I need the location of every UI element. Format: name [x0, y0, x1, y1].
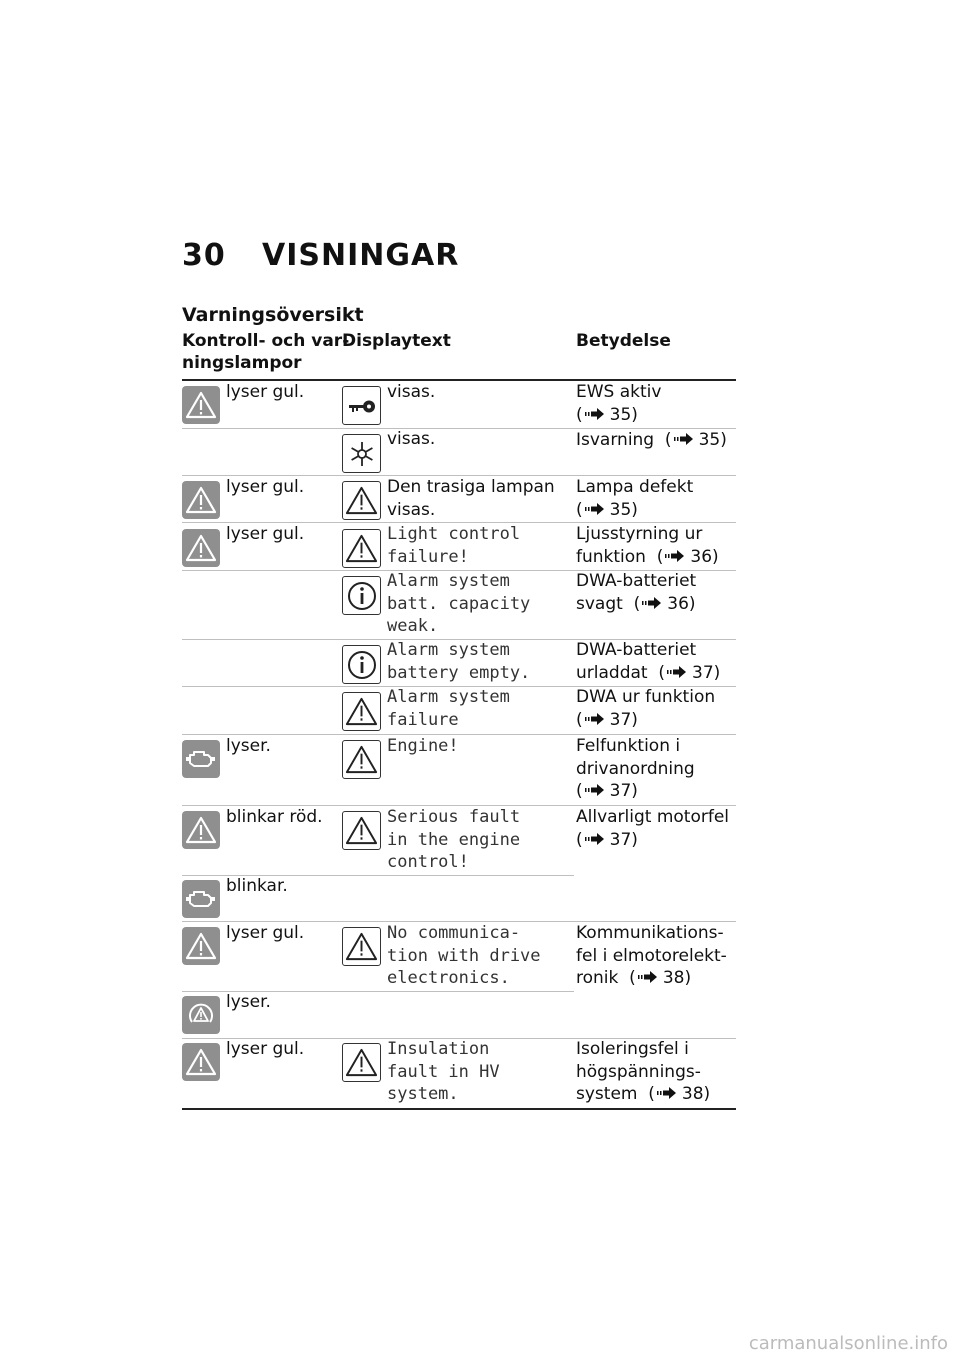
- meaning-paren: (: [576, 781, 583, 801]
- lamp-state: lyser gul.: [226, 524, 305, 544]
- page-ref[interactable]: 38): [681, 1084, 711, 1104]
- meaning-line: drivanordning: [576, 758, 695, 779]
- meaning-line: DWA ur funktion: [576, 687, 716, 707]
- meaning: Kommunikations- fel i elmotorelekt- ronik ( 38): [576, 923, 727, 988]
- page-ref-arrow-icon: [585, 502, 607, 516]
- lamp-state: lyser gul.: [226, 1039, 305, 1059]
- page-ref-arrow-icon: [638, 970, 660, 984]
- display-line: Light control: [387, 524, 521, 544]
- lamp-state: lyser gul.: [226, 477, 305, 497]
- meaning-line: fel i elmotorelekt-: [576, 945, 727, 966]
- meaning-paren: (: [664, 430, 672, 450]
- meaning-line: urladdat: [576, 662, 648, 683]
- table-bottom-rule: [182, 1108, 736, 1110]
- meaning: DWA-batteriet svagt ( 36): [576, 571, 697, 614]
- column-header-lamps-line1: Kontroll- och var-: [182, 331, 350, 351]
- key-icon: [342, 386, 381, 425]
- meaning: [576, 686, 715, 731]
- display-text: [387, 476, 555, 521]
- warning-triangle-icon: [342, 1043, 381, 1082]
- warning-triangle-icon: [182, 481, 220, 519]
- page-ref[interactable]: 37): [692, 662, 721, 683]
- meaning-line: Ljusstyrning ur: [576, 524, 703, 544]
- meaning-line: Felfunktion i: [576, 736, 681, 756]
- page-ref[interactable]: 37): [609, 709, 638, 730]
- meaning-line: DWA-batteriet: [576, 640, 697, 660]
- warning-triangle-icon: [182, 927, 220, 965]
- lamp-state: lyser gul.: [226, 382, 305, 402]
- meaning-paren: (: [576, 499, 583, 520]
- warning-triangle-icon: [342, 927, 381, 966]
- display-line: fault in HV: [387, 1061, 500, 1082]
- page-ref-arrow-icon: [642, 596, 664, 610]
- meaning-line: DWA-batteriet: [576, 571, 697, 591]
- chapter-title: VISNINGAR: [262, 238, 460, 273]
- info-icon: [342, 576, 381, 615]
- page-ref[interactable]: 36): [667, 593, 696, 614]
- meaning-line: Isvarning: [576, 430, 655, 450]
- warning-triangle-icon: [342, 481, 381, 520]
- page-ref[interactable]: 35): [609, 404, 638, 425]
- meaning-paren: (: [576, 829, 583, 850]
- meaning-line: ronik: [576, 968, 619, 988]
- meaning: [576, 735, 695, 803]
- display-text: [387, 922, 541, 990]
- meaning-line: EWS aktiv: [576, 382, 662, 402]
- lamp-state: lyser gul.: [226, 923, 305, 943]
- lamp-state: lyser.: [226, 992, 271, 1012]
- display-line: weak.: [387, 616, 439, 636]
- page-ref-arrow-icon: [585, 783, 607, 797]
- meaning: Ljusstyrning ur funktion ( 36): [576, 524, 719, 567]
- display-line: Serious fault: [387, 807, 521, 827]
- display-text: [387, 806, 520, 874]
- display-line: Insulation: [387, 1039, 490, 1059]
- warning-triangle-icon: [342, 740, 381, 779]
- meaning-line: högspännings-: [576, 1061, 701, 1082]
- meaning-line: Allvarligt motorfel: [576, 807, 730, 827]
- engine-icon: [182, 740, 220, 778]
- page-ref[interactable]: 37): [609, 829, 638, 850]
- display-text: Engine!: [387, 736, 459, 756]
- display-text: visas.: [387, 382, 436, 402]
- page-ref-arrow-icon: [585, 712, 607, 726]
- display-line: Alarm system: [387, 640, 510, 660]
- meaning: Isoleringsfel i högspännings- system ( 38): [576, 1039, 711, 1104]
- page-ref[interactable]: 38): [662, 968, 692, 988]
- meaning: [576, 806, 729, 851]
- page-ref[interactable]: 37): [609, 781, 638, 801]
- display-line: tion with drive: [387, 945, 541, 966]
- meaning-paren: (: [576, 709, 583, 730]
- page-ref-arrow-icon: [667, 665, 689, 679]
- meaning-line: Kommunikations-: [576, 923, 724, 943]
- display-line: Alarm system: [387, 687, 510, 707]
- display-text: [387, 686, 510, 731]
- meaning: DWA-batteriet urladdat ( 37): [576, 640, 721, 683]
- meaning-line: system: [576, 1084, 638, 1104]
- meaning-line: Lampa defekt: [576, 477, 694, 497]
- meaning: [576, 476, 693, 521]
- display-line: batt. capacity: [387, 593, 531, 614]
- page-ref[interactable]: 35): [698, 430, 727, 450]
- display-line: system.: [387, 1084, 459, 1104]
- lamp-state: blinkar.: [226, 876, 288, 896]
- footer-watermark: carmanualsonline.info: [748, 1333, 948, 1354]
- info-icon: [342, 645, 381, 684]
- display-line: visas.: [387, 499, 436, 520]
- display-line: failure!: [387, 546, 469, 567]
- meaning: [576, 429, 727, 452]
- page-ref[interactable]: 36): [690, 546, 719, 567]
- page-ref-arrow-icon: [657, 1086, 679, 1100]
- display-line: battery empty.: [387, 662, 531, 683]
- warning-triangle-icon: [342, 529, 381, 568]
- page-ref-arrow-icon: [585, 407, 607, 421]
- display-line: Den trasiga lampan: [387, 477, 555, 497]
- page-ref-arrow-icon: [674, 432, 696, 446]
- meaning-line: Isoleringsfel i: [576, 1039, 689, 1059]
- display-line: electronics.: [387, 968, 510, 988]
- column-header-meaning: Betydelse: [576, 331, 671, 351]
- page-ref[interactable]: 35): [609, 499, 638, 520]
- display-text: [387, 1038, 500, 1106]
- display-text: [387, 523, 520, 568]
- warning-triangle-icon: [182, 811, 220, 849]
- display-line: in the engine: [387, 829, 521, 850]
- display-text: visas.: [387, 429, 436, 449]
- meaning-paren: (: [576, 404, 583, 425]
- meaning: [576, 381, 661, 426]
- column-header-lamps-line2: ningslampor: [182, 353, 302, 373]
- snowflake-icon: [342, 434, 381, 473]
- display-text: [387, 570, 530, 638]
- meaning-line: svagt: [576, 593, 623, 614]
- display-line: Alarm system: [387, 571, 510, 591]
- display-line: failure: [387, 709, 459, 730]
- display-line: control!: [387, 852, 469, 872]
- page-ref-arrow-icon: [665, 549, 687, 563]
- page-number: 30: [182, 238, 226, 273]
- lamp-state: lyser.: [226, 736, 271, 756]
- display-line: No communica-: [387, 923, 521, 943]
- warning-triangle-icon: [182, 1043, 220, 1081]
- engine-icon: [182, 880, 220, 918]
- section-title: Varningsöversikt: [182, 304, 364, 326]
- lamp-state: blinkar röd.: [226, 807, 323, 827]
- warning-triangle-icon: [342, 811, 381, 850]
- warning-triangle-icon: [342, 692, 381, 731]
- warning-triangle-icon: [182, 529, 220, 567]
- drive-fault-icon: [182, 996, 220, 1034]
- column-header-lamps: [182, 330, 349, 374]
- warning-triangle-icon: [182, 386, 220, 424]
- display-text: [387, 639, 530, 684]
- meaning-line: funktion: [576, 546, 646, 567]
- column-header-display: Displaytext: [342, 331, 451, 351]
- page-ref-arrow-icon: [585, 832, 607, 846]
